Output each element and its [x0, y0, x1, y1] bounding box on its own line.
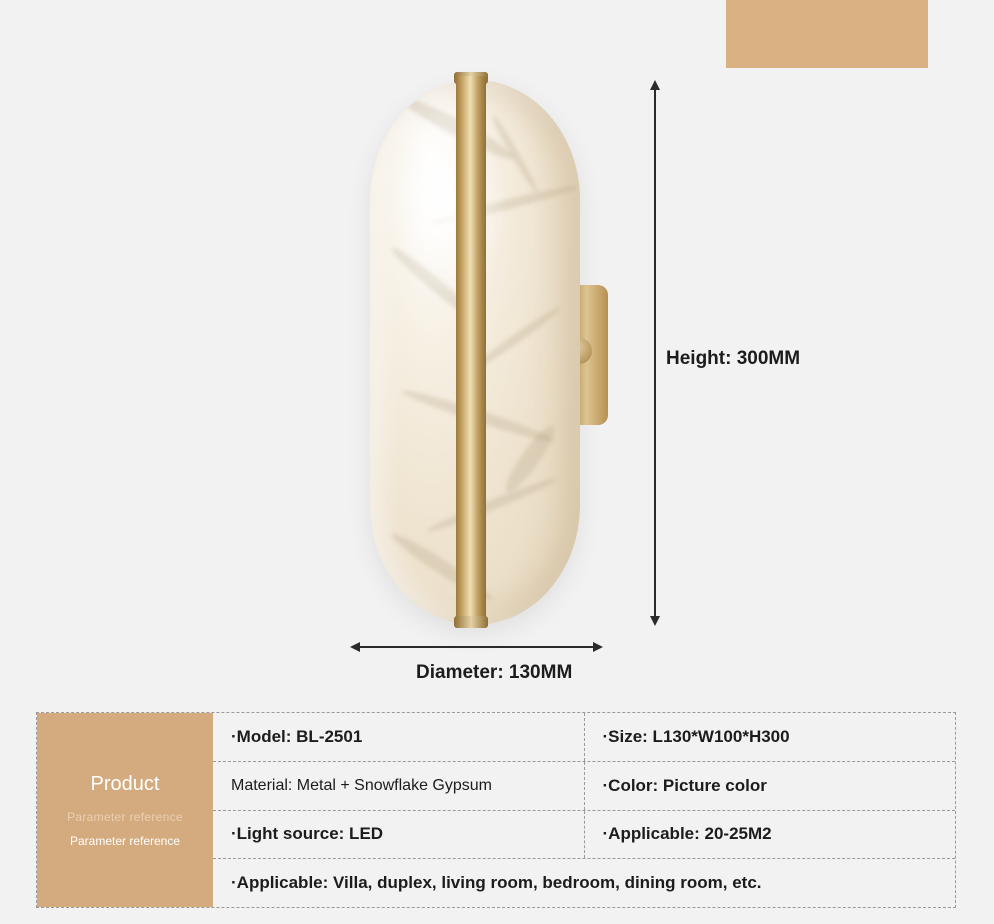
diameter-label: Diameter: 130MM — [416, 662, 573, 683]
brass-vertical-bar — [456, 76, 486, 624]
parameter-table — [36, 712, 956, 908]
product-illustration — [360, 70, 630, 640]
size-cell: ·Size: L130*W100*H300 — [602, 726, 790, 746]
applicable-spaces-cell: ·Applicable: Villa, duplex, living room, bedroom, dining room, etc. — [231, 873, 762, 893]
light-source-cell: ·Light source: LED — [213, 811, 585, 859]
marble-vein — [425, 474, 559, 536]
parameter-table-header-block — [37, 713, 213, 907]
table-row — [213, 811, 955, 860]
height-arrow-bottom-icon — [650, 616, 660, 626]
material-cell: Material: Metal + Snowflake Gypsum — [213, 762, 585, 810]
table-row — [213, 713, 955, 762]
brass-bar-bottom-cap — [454, 616, 488, 628]
color-cell: ·Color: Picture color — [602, 775, 767, 795]
diameter-arrow-right-icon — [593, 642, 603, 652]
parameter-title: Product — [90, 772, 160, 795]
model-cell: ·Model: BL-2501 — [213, 713, 585, 761]
height-label: Height: 300MM — [666, 348, 801, 369]
height-dimension-line — [654, 86, 656, 622]
applicable-area-cell: ·Applicable: 20-25M2 — [602, 824, 772, 844]
diameter-dimension-line — [356, 646, 599, 648]
parameter-rows — [213, 713, 955, 907]
parameter-subtitle-1: Parameter reference — [67, 809, 183, 824]
table-row — [213, 859, 955, 907]
table-row — [213, 762, 955, 811]
parameter-subtitle-2: Parameter reference — [69, 833, 181, 848]
top-right-color-block — [726, 0, 928, 68]
shade-highlight — [388, 106, 508, 306]
